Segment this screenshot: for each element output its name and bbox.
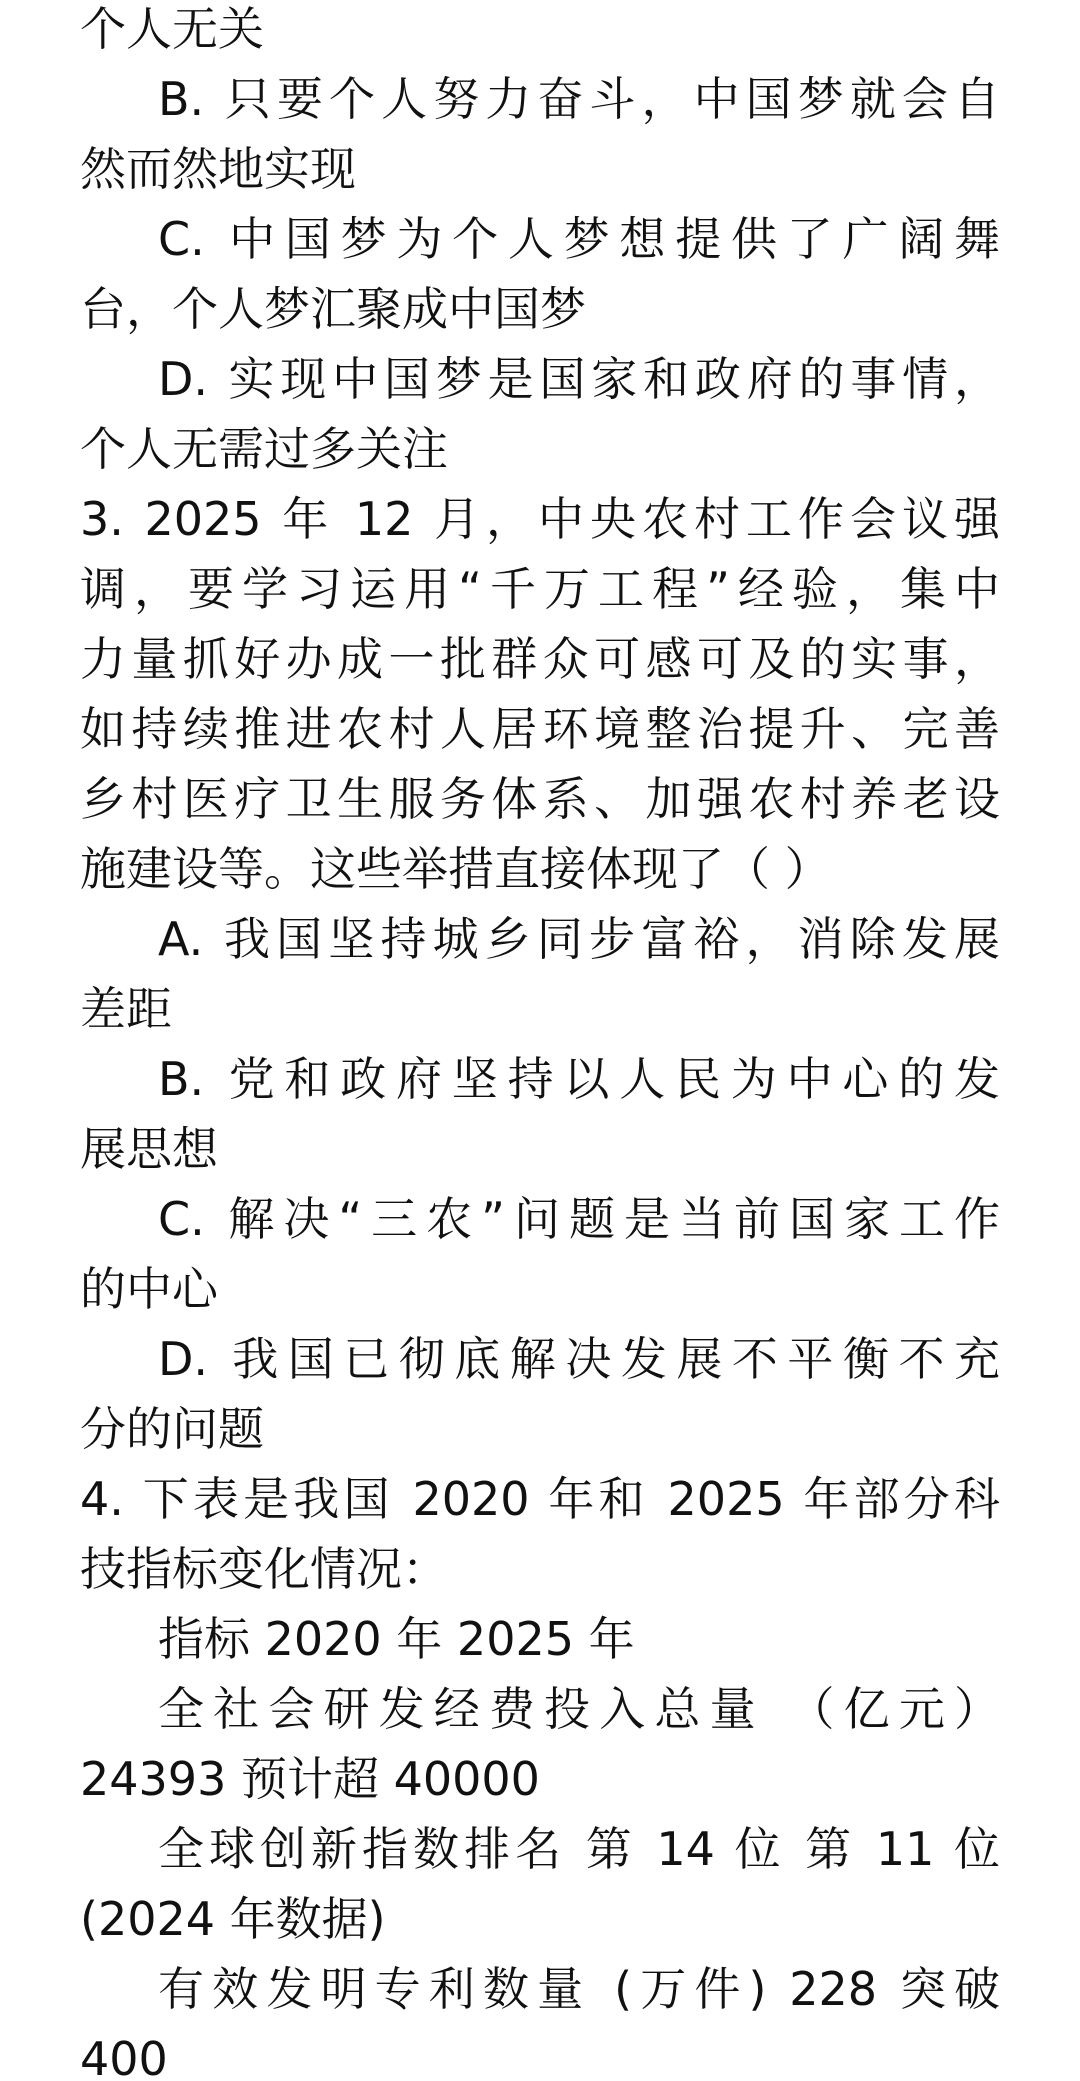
option-d-line: D. 实现中国梦是国家和政府的事情， xyxy=(158,352,1000,406)
question-3-line: 力量抓好办成一批群众可感可及的实事， xyxy=(80,632,1000,686)
table-row-line: (2024 年数据) xyxy=(80,1892,386,1946)
option-b-line: B. 党和政府坚持以人民为中心的发 xyxy=(158,1052,1000,1106)
table-row-line: 400 xyxy=(80,2032,168,2081)
question-3-line: 施建设等。这些举措直接体现了（ ） xyxy=(80,842,831,896)
question-3-line: 乡村医疗卫生服务体系、加强农村养老设 xyxy=(80,772,1000,826)
option-a-line: A. 我国坚持城乡同步富裕，消除发展 xyxy=(158,912,1000,966)
table-row-line: 全球创新指数排名 第 14 位 第 11 位 xyxy=(158,1822,1000,1876)
text-line: 分的问题 xyxy=(80,1402,264,1456)
table-row-line: 全社会研发经费投入总量 （亿元） xyxy=(158,1682,1000,1736)
text-line: 个人无需过多关注 xyxy=(80,422,448,476)
question-3-line: 3. 2025 年 12 月，中央农村工作会议强 xyxy=(80,492,1000,546)
table-row-line: 24393 预计超 40000 xyxy=(80,1752,540,1806)
question-3-line: 调，要学习运用“千万工程”经验，集中 xyxy=(80,562,1000,616)
question-4-line: 4. 下表是我国 2020 年和 2025 年部分科 xyxy=(80,1472,1000,1526)
text-line: 个人无关 xyxy=(80,2,264,56)
option-d-line: D. 我国已彻底解决发展不平衡不充 xyxy=(158,1332,1000,1386)
option-b-line: B. 只要个人努力奋斗，中国梦就会自 xyxy=(158,72,1000,126)
text-line: 台，个人梦汇聚成中国梦 xyxy=(80,282,586,336)
text-line: 然而然地实现 xyxy=(80,142,356,196)
question-3-line: 如持续推进农村人居环境整治提升、完善 xyxy=(80,702,1000,756)
text-line: 展思想 xyxy=(80,1122,218,1176)
question-4-line: 技指标变化情况： xyxy=(80,1542,448,1596)
text-line: 差距 xyxy=(80,982,172,1036)
document-page xyxy=(80,0,1000,2081)
table-row-line: 有效发明专利数量 (万件) 228 突破 xyxy=(158,1962,1000,2016)
option-c-line: C. 解决“三农”问题是当前国家工作 xyxy=(158,1192,1000,1246)
option-c-line: C. 中国梦为个人梦想提供了广阔舞 xyxy=(158,212,1000,266)
table-header-line: 指标 2020 年 2025 年 xyxy=(158,1612,635,1666)
text-line: 的中心 xyxy=(80,1262,218,1316)
